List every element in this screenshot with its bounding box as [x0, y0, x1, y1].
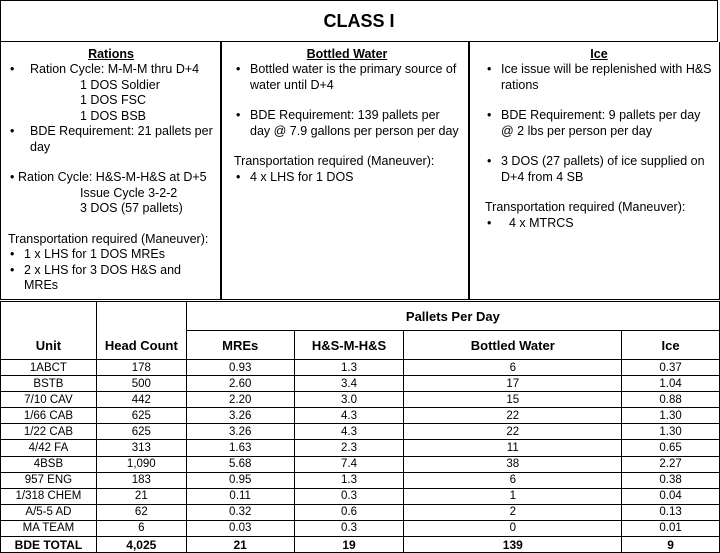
total-cell-mres: 21 — [186, 537, 294, 553]
cell-headcount: 625 — [96, 424, 186, 440]
cell-ice: 0.04 — [622, 488, 720, 504]
col-header-water: Bottled Water — [404, 331, 622, 360]
rations-transport-item: • 2 x LHS for 3 DOS H&S and MREs — [8, 263, 214, 294]
cell-water: 2 — [404, 504, 622, 520]
cell-water: 1 — [404, 488, 622, 504]
table-row — [1, 456, 720, 472]
cell-hs: 2.3 — [294, 440, 404, 456]
cell-unit: BSTB — [1, 376, 97, 392]
total-cell-water: 139 — [404, 537, 622, 553]
ice-item: • 3 DOS (27 pallets) of ice supplied on D+4 from 4 SB — [485, 154, 713, 185]
page-title: CLASS I — [0, 0, 718, 42]
cell-water: 17 — [404, 376, 622, 392]
cell-hs: 0.3 — [294, 488, 404, 504]
table-row — [1, 360, 720, 376]
rations-cycle1: • Ration Cycle: M-M-M thru D+4 — [8, 62, 214, 78]
water-transport-item: • 4 x LHS for 1 DOS — [234, 170, 460, 186]
ice-item: • Ice issue will be replenished with H&S rations — [485, 62, 713, 93]
cell-water: 38 — [404, 456, 622, 472]
cell-headcount: 442 — [96, 392, 186, 408]
col-header-ice: Ice — [622, 331, 720, 360]
cycle1-line: 1 DOS Soldier — [80, 77, 160, 92]
total-row — [1, 537, 720, 553]
cell-hs: 4.3 — [294, 424, 404, 440]
table-row — [1, 424, 720, 440]
cycle1-line: 1 DOS BSB — [80, 108, 146, 123]
cell-mres: 2.60 — [186, 376, 294, 392]
cell-unit: 957 ENG — [1, 472, 97, 488]
water-transport-label: Transportation required (Maneuver): — [234, 154, 435, 168]
total-cell-headcount: 4,025 — [96, 537, 186, 553]
ice-item: • BDE Requirement: 9 pallets per day @ 2 lbs per person per day — [485, 108, 713, 139]
water-item: • Bottled water is the primary source of water until D+4 — [234, 62, 460, 93]
col-header-mres: MREs — [186, 331, 294, 360]
cell-water: 15 — [404, 392, 622, 408]
cell-mres: 1.63 — [186, 440, 294, 456]
col-header-unit: Unit — [1, 302, 97, 360]
table-row — [1, 392, 720, 408]
total-cell-ice: 9 — [622, 537, 720, 553]
cell-unit: MA TEAM — [1, 520, 97, 536]
cell-ice: 0.37 — [622, 360, 720, 376]
rations-panel — [0, 42, 222, 300]
cell-headcount: 625 — [96, 408, 186, 424]
cycle2-line: Issue Cycle 3-2-2 — [80, 185, 178, 200]
cell-ice: 0.88 — [622, 392, 720, 408]
cell-headcount: 183 — [96, 472, 186, 488]
cell-headcount: 1,090 — [96, 456, 186, 472]
cycle2-line: 3 DOS (57 pallets) — [80, 201, 183, 215]
cell-headcount: 6 — [96, 520, 186, 536]
cell-hs: 4.3 — [294, 408, 404, 424]
ice-transport-label: Transportation required (Maneuver): — [485, 200, 686, 214]
table-row — [1, 520, 720, 536]
table-row — [1, 440, 720, 456]
cell-water: 0 — [404, 520, 622, 536]
cell-mres: 0.11 — [186, 488, 294, 504]
rations-heading: Rations — [88, 47, 134, 61]
cell-ice: 2.27 — [622, 456, 720, 472]
cell-mres: 2.20 — [186, 392, 294, 408]
cell-hs: 3.4 — [294, 376, 404, 392]
rations-bde-req: • BDE Requirement: 21 pallets per day — [8, 124, 214, 155]
cell-unit: 1/66 CAB — [1, 408, 97, 424]
water-heading: Bottled Water — [306, 47, 388, 61]
col-header-hs: H&S-M-H&S — [294, 331, 404, 360]
cell-headcount: 21 — [96, 488, 186, 504]
cell-unit: A/5-5 AD — [1, 504, 97, 520]
cell-ice: 1.30 — [622, 424, 720, 440]
table-row — [1, 376, 720, 392]
cell-mres: 0.95 — [186, 472, 294, 488]
cell-mres: 5.68 — [186, 456, 294, 472]
cell-unit: 1/22 CAB — [1, 424, 97, 440]
cell-headcount: 178 — [96, 360, 186, 376]
cycle1-line: 1 DOS FSC — [80, 93, 146, 107]
cell-ice: 0.01 — [622, 520, 720, 536]
table-row — [1, 472, 720, 488]
cell-unit: 1ABCT — [1, 360, 97, 376]
rations-cycle2: • Ration Cycle: H&S-M-H&S at D+5 — [8, 170, 214, 186]
pallets-table — [0, 301, 720, 553]
cell-ice: 1.30 — [622, 408, 720, 424]
ice-heading: Ice — [590, 47, 608, 61]
cell-hs: 0.3 — [294, 520, 404, 536]
water-panel — [222, 42, 470, 300]
cell-headcount: 500 — [96, 376, 186, 392]
cell-headcount: 62 — [96, 504, 186, 520]
cell-mres: 0.93 — [186, 360, 294, 376]
total-cell-hs: 19 — [294, 537, 404, 553]
cell-mres: 3.26 — [186, 424, 294, 440]
rations-transport-item: • 1 x LHS for 1 DOS MREs — [8, 247, 214, 263]
cell-hs: 1.3 — [294, 360, 404, 376]
cell-water: 22 — [404, 424, 622, 440]
ice-panel — [470, 42, 720, 300]
table-row — [1, 488, 720, 504]
col-header-headcount: Head Count — [96, 302, 186, 360]
cell-ice: 0.13 — [622, 504, 720, 520]
cell-ice: 0.38 — [622, 472, 720, 488]
cell-hs: 7.4 — [294, 456, 404, 472]
cell-water: 22 — [404, 408, 622, 424]
cell-mres: 0.32 — [186, 504, 294, 520]
water-item: • BDE Requirement: 139 pallets per day @ 7.9 gallons per person per day — [234, 108, 460, 139]
cell-unit: 1/318 CHEM — [1, 488, 97, 504]
table-row — [1, 504, 720, 520]
cell-hs: 3.0 — [294, 392, 404, 408]
cell-mres: 3.26 — [186, 408, 294, 424]
cell-mres: 0.03 — [186, 520, 294, 536]
cell-water: 6 — [404, 472, 622, 488]
cell-unit: 7/10 CAV — [1, 392, 97, 408]
total-cell-unit: BDE TOTAL — [1, 537, 97, 553]
cell-hs: 0.6 — [294, 504, 404, 520]
cell-ice: 1.04 — [622, 376, 720, 392]
ice-transport-item: • 4 x MTRCS — [485, 216, 713, 232]
cell-water: 6 — [404, 360, 622, 376]
rations-transport-label: Transportation required (Maneuver): — [8, 231, 209, 246]
group-header-pallets: Pallets Per Day — [186, 302, 719, 331]
cell-headcount: 313 — [96, 440, 186, 456]
cell-water: 11 — [404, 440, 622, 456]
cell-unit: 4/42 FA — [1, 440, 97, 456]
cell-ice: 0.65 — [622, 440, 720, 456]
cell-hs: 1.3 — [294, 472, 404, 488]
cell-unit: 4BSB — [1, 456, 97, 472]
table-row — [1, 408, 720, 424]
